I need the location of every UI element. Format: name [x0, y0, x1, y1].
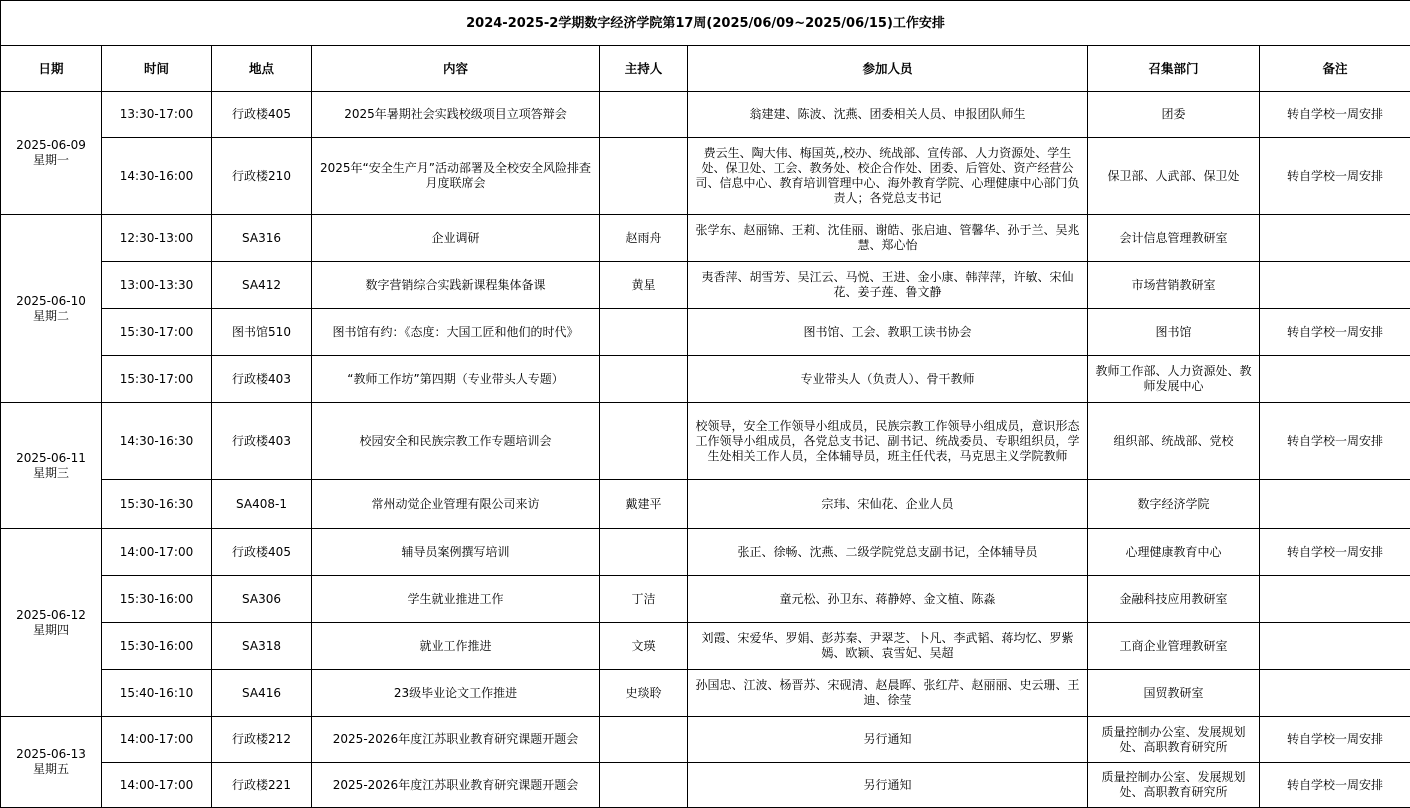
- content-cell: 23级毕业论文工作推进: [312, 670, 600, 717]
- host-cell: [600, 92, 688, 138]
- header-place: 地点: [212, 46, 312, 92]
- weekday-value: 星期二: [33, 309, 69, 323]
- table-row: [1, 92, 1410, 138]
- table-row: [1, 529, 1410, 576]
- place-cell: 行政楼221: [212, 763, 312, 808]
- header-row: [1, 46, 1410, 92]
- place-cell: 图书馆510: [212, 309, 312, 356]
- content-cell: 数字营销综合实践新课程集体备课: [312, 262, 600, 309]
- date-value: 2025-06-11: [16, 451, 86, 465]
- participants-cell: 夷香萍、胡雪芳、吴江云、马悦、王进、金小康、韩萍萍，许敏、宋仙花、姜子莲、鲁文静: [688, 262, 1088, 309]
- time-cell: 14:30-16:00: [102, 138, 212, 215]
- department-cell: 保卫部、人武部、保卫处: [1088, 138, 1260, 215]
- content-cell: 企业调研: [312, 215, 600, 262]
- participants-cell: 图书馆、工会、教职工读书协会: [688, 309, 1088, 356]
- table-row: [1, 623, 1410, 670]
- date-cell: [1, 529, 102, 717]
- host-cell: 赵雨舟: [600, 215, 688, 262]
- date-value: 2025-06-10: [16, 294, 86, 308]
- header-department: 召集部门: [1088, 46, 1260, 92]
- note-cell: [1260, 480, 1410, 529]
- place-cell: 行政楼212: [212, 717, 312, 763]
- place-cell: SA306: [212, 576, 312, 623]
- date-value: 2025-06-13: [16, 747, 86, 761]
- department-cell: 市场营销教研室: [1088, 262, 1260, 309]
- host-cell: [600, 356, 688, 403]
- department-cell: 会计信息管理教研室: [1088, 215, 1260, 262]
- content-cell: 2025年“安全生产月”活动部署及全校安全风险排查月度联席会: [312, 138, 600, 215]
- note-cell: 转自学校一周安排: [1260, 529, 1410, 576]
- place-cell: SA412: [212, 262, 312, 309]
- content-cell: “教师工作坊”第四期（专业带头人专题）: [312, 356, 600, 403]
- participants-cell: 童元松、孙卫东、蒋静婷、金文植、陈淼: [688, 576, 1088, 623]
- time-cell: 15:30-16:00: [102, 576, 212, 623]
- note-cell: [1260, 623, 1410, 670]
- date-cell: [1, 717, 102, 808]
- header-content: 内容: [312, 46, 600, 92]
- note-cell: [1260, 215, 1410, 262]
- weekday-value: 星期一: [33, 153, 69, 167]
- host-cell: [600, 717, 688, 763]
- department-cell: 图书馆: [1088, 309, 1260, 356]
- time-cell: 13:30-17:00: [102, 92, 212, 138]
- note-cell: 转自学校一周安排: [1260, 309, 1410, 356]
- time-cell: 14:00-17:00: [102, 763, 212, 808]
- table-row: [1, 717, 1410, 763]
- header-host: 主持人: [600, 46, 688, 92]
- place-cell: 行政楼403: [212, 356, 312, 403]
- note-cell: 转自学校一周安排: [1260, 763, 1410, 808]
- place-cell: SA408-1: [212, 480, 312, 529]
- table-row: [1, 138, 1410, 215]
- header-date: 日期: [1, 46, 102, 92]
- time-cell: 14:30-16:30: [102, 403, 212, 480]
- note-cell: 转自学校一周安排: [1260, 717, 1410, 763]
- host-cell: 文瑛: [600, 623, 688, 670]
- participants-cell: 专业带头人（负责人）、骨干教师: [688, 356, 1088, 403]
- table-row: [1, 309, 1410, 356]
- time-cell: 15:30-16:00: [102, 623, 212, 670]
- table-row: [1, 215, 1410, 262]
- department-cell: 金融科技应用教研室: [1088, 576, 1260, 623]
- date-cell: [1, 92, 102, 215]
- table-row: [1, 576, 1410, 623]
- department-cell: 团委: [1088, 92, 1260, 138]
- participants-cell: 另行通知: [688, 717, 1088, 763]
- place-cell: SA416: [212, 670, 312, 717]
- date-cell: [1, 403, 102, 529]
- place-cell: 行政楼403: [212, 403, 312, 480]
- participants-cell: 另行通知: [688, 763, 1088, 808]
- place-cell: 行政楼210: [212, 138, 312, 215]
- note-cell: 转自学校一周安排: [1260, 403, 1410, 480]
- time-cell: 15:30-16:30: [102, 480, 212, 529]
- host-cell: [600, 763, 688, 808]
- time-cell: 12:30-13:00: [102, 215, 212, 262]
- time-cell: 14:00-17:00: [102, 529, 212, 576]
- table-row: [1, 763, 1410, 808]
- department-cell: 数字经济学院: [1088, 480, 1260, 529]
- note-cell: [1260, 356, 1410, 403]
- note-cell: 转自学校一周安排: [1260, 92, 1410, 138]
- header-time: 时间: [102, 46, 212, 92]
- time-cell: 13:00-13:30: [102, 262, 212, 309]
- participants-cell: 孙国忠、江波、杨晋苏、宋砚清、赵晨晖、张红芹、赵丽丽、史云珊、王迪、徐莹: [688, 670, 1088, 717]
- time-cell: 15:30-17:00: [102, 356, 212, 403]
- content-cell: 图书馆有约：《态度：大国工匠和他们的时代》: [312, 309, 600, 356]
- place-cell: SA316: [212, 215, 312, 262]
- content-cell: 辅导员案例撰写培训: [312, 529, 600, 576]
- content-cell: 校园安全和民族宗教工作专题培训会: [312, 403, 600, 480]
- participants-cell: 校领导，安全工作领导小组成员，民族宗教工作领导小组成员，意识形态工作领导小组成员，各党总支书记、副书记、统战委员、专职组织员，学生处相关工作人员，全体辅导员，班主任代表，马克思主义学院教师: [688, 403, 1088, 480]
- participants-cell: 刘霞、宋爱华、罗娟、彭苏秦、尹翠芝、卜凡、李武韬、蒋均忆、罗紫嫣、欧颖、袁雪妃、吴超: [688, 623, 1088, 670]
- header-participants: 参加人员: [688, 46, 1088, 92]
- content-cell: 学生就业推进工作: [312, 576, 600, 623]
- content-cell: 2025年暑期社会实践校级项目立项答辩会: [312, 92, 600, 138]
- department-cell: 组织部、统战部、党校: [1088, 403, 1260, 480]
- department-cell: 质量控制办公室、发展规划处、高职教育研究所: [1088, 763, 1260, 808]
- participants-cell: 翁建建、陈波、沈燕、团委相关人员、申报团队师生: [688, 92, 1088, 138]
- participants-cell: 张学东、赵丽锦、王莉、沈佳丽、谢皓、张启迪、管馨华、孙于兰、吴兆慧、郑心怡: [688, 215, 1088, 262]
- content-cell: 常州动觉企业管理有限公司来访: [312, 480, 600, 529]
- time-cell: 15:40-16:10: [102, 670, 212, 717]
- time-cell: 15:30-17:00: [102, 309, 212, 356]
- weekday-value: 星期三: [33, 466, 69, 480]
- date-value: 2025-06-09: [16, 138, 86, 152]
- department-cell: 教师工作部、人力资源处、教师发展中心: [1088, 356, 1260, 403]
- department-cell: 心理健康教育中心: [1088, 529, 1260, 576]
- content-cell: 就业工作推进: [312, 623, 600, 670]
- host-cell: [600, 309, 688, 356]
- note-cell: [1260, 670, 1410, 717]
- host-cell: 丁洁: [600, 576, 688, 623]
- note-cell: [1260, 262, 1410, 309]
- note-cell: 转自学校一周安排: [1260, 138, 1410, 215]
- host-cell: 戴建平: [600, 480, 688, 529]
- place-cell: 行政楼405: [212, 92, 312, 138]
- department-cell: 国贸教研室: [1088, 670, 1260, 717]
- participants-cell: 费云生、陶大伟、梅国英,,校办、统战部、宣传部、人力资源处、学生处、保卫处、工会、教务处、校企合作处、团委、后管处、资产经营公司、信息中心、教育培训管理中心、海外教育学院、心理健康中心部门负责人；各党总支书记: [688, 138, 1088, 215]
- host-cell: [600, 403, 688, 480]
- header-note: 备注: [1260, 46, 1410, 92]
- department-cell: 质量控制办公室、发展规划处、高职教育研究所: [1088, 717, 1260, 763]
- participants-cell: 宗玮、宋仙花、企业人员: [688, 480, 1088, 529]
- date-value: 2025-06-12: [16, 608, 86, 622]
- weekday-value: 星期五: [33, 762, 69, 776]
- table-row: [1, 262, 1410, 309]
- department-cell: 工商企业管理教研室: [1088, 623, 1260, 670]
- host-cell: 史琰聆: [600, 670, 688, 717]
- content-cell: 2025-2026年度江苏职业教育研究课题开题会: [312, 763, 600, 808]
- table-row: [1, 670, 1410, 717]
- participants-cell: 张正、徐畅、沈燕、二级学院党总支副书记，全体辅导员: [688, 529, 1088, 576]
- date-cell: [1, 215, 102, 403]
- host-cell: 黄星: [600, 262, 688, 309]
- time-cell: 14:00-17:00: [102, 717, 212, 763]
- weekday-value: 星期四: [33, 623, 69, 637]
- place-cell: SA318: [212, 623, 312, 670]
- page-title: 2024-2025-2学期数字经济学院第17周(2025/06/09~2025/06/15)工作安排: [1, 1, 1410, 46]
- table-row: [1, 480, 1410, 529]
- host-cell: [600, 529, 688, 576]
- place-cell: 行政楼405: [212, 529, 312, 576]
- table-row: [1, 356, 1410, 403]
- content-cell: 2025-2026年度江苏职业教育研究课题开题会: [312, 717, 600, 763]
- table-row: [1, 403, 1410, 480]
- note-cell: [1260, 576, 1410, 623]
- host-cell: [600, 138, 688, 215]
